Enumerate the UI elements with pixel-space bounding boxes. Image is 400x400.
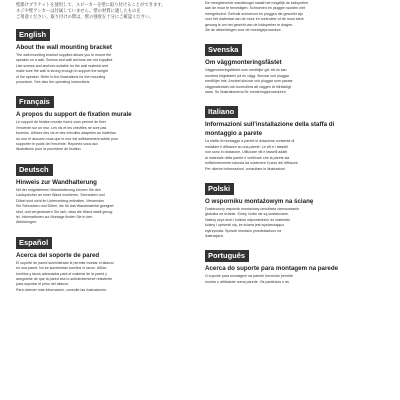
language-label: Polski xyxy=(205,183,234,195)
section-polski xyxy=(205,178,386,239)
japanese-intro xyxy=(16,0,197,20)
body-line: Mit der mitgelieferten Wandhalterung können Sie den xyxy=(16,187,101,192)
body-line: medföljer inte. Använd skruvar och pluggar som passar xyxy=(205,79,293,84)
section-title: O wsporniku montażowym na ścianę xyxy=(205,197,314,205)
section-portugues xyxy=(205,245,386,285)
body-line: ist. Informationen zur Montage finden Sie in den xyxy=(16,214,93,219)
body-line: du mur et assurez-vous que le mur est suffisamment solide pour xyxy=(16,136,119,141)
body-line: The wall mounting bracket supplied allows you to mount the xyxy=(16,53,112,57)
body-line: Väggmonteringsfästet som medföljer gör att du kan xyxy=(205,68,287,73)
section-title: Hinweis zur Wandhalterung xyxy=(16,178,97,186)
body-line: sufficientemente robusta da sostenere il peso del diffusore. xyxy=(205,161,299,166)
body-line: para soportar el peso del altavoz. xyxy=(16,282,70,287)
body-line: El soporte de pared suministrado le permite montar el altavoz xyxy=(16,260,114,265)
body-line: wytrzymała. Sposób montażu przedstawiono na xyxy=(205,228,282,233)
body-line: Dostarczony wspornik montażowy umożliwia zamocowanie xyxy=(205,206,300,211)
language-label: English xyxy=(16,29,50,41)
body-line: Sie Schrauben und Dübel, die für das Wandmaterial geeignet xyxy=(16,204,114,209)
body-line: Należy użyć śrub i kołków odpowiednich do materiału xyxy=(205,217,290,222)
body-line: installare il diffusore su una parete. Le viti e i tasselli xyxy=(205,144,288,149)
body-line: ściany i upewnić się, że ściana jest wystarczająco xyxy=(205,223,285,228)
body-line: Lautsprecher an einer Wand montieren. Schrauben und xyxy=(16,193,105,198)
body-line: tornillos y tacos adecuados para el material de la pared y xyxy=(16,271,107,276)
language-label: Português xyxy=(205,250,249,262)
body-line: voor het materiaal van de muur en controleer of de muur sterk xyxy=(205,17,304,22)
body-line: non sono in dotazione. Utilizzare viti e tasselli adatti xyxy=(205,150,288,155)
section-svenska xyxy=(205,39,386,95)
japanese-intro-line: ご用意ください。取り付けの際は、壁の強度を十分にご確認ください。 xyxy=(16,14,154,19)
language-label: Deutsch xyxy=(16,164,53,176)
section-title: A propos du support de fixation murale xyxy=(16,111,132,119)
body-line: supporter le poids de l’enceinte. Reportez-vous aux xyxy=(16,142,98,147)
body-line: Per ulteriori informazioni, consultare le illustrazioni. xyxy=(205,166,286,171)
body-line: speaker on a wall. Screws and wall anchors are not supplied. xyxy=(16,58,114,63)
body-line: of the speaker. Refer to the illustrations for the mounting xyxy=(16,74,106,79)
body-line: en una pared. No se suministran tornillos ni tacos. Utilice xyxy=(16,266,107,271)
section-deutsch xyxy=(16,159,197,226)
language-label: Svenska xyxy=(205,44,242,56)
body-line: fournies. Utilisez des vis et des chevilles adaptées au matériau xyxy=(16,131,116,136)
left-column xyxy=(16,0,197,299)
body-line: genoeg is om het gewicht van de luidspreker te dragen. xyxy=(205,22,294,27)
body-line: Zie de afbeeldingen voor de montageprocedure. xyxy=(205,28,282,33)
section-title: Acerca do suporte para montagem na parede xyxy=(205,265,339,273)
body-line: ilustracjach. xyxy=(205,233,224,238)
body-line: montar o altifalante numa parede. Os parafusos e as xyxy=(205,279,289,284)
body-line: aan de muur te bevestigen. Schroeven en pluggen worden niet xyxy=(205,6,306,11)
body-line: l’enceinte sur un mur. Les vis et les chevilles ne sont pas xyxy=(16,125,107,130)
body-line: La staffa di montaggio a parete in dotazione consente di xyxy=(205,139,295,144)
body-line: Le support de fixation murale fourni vous permet de fixer xyxy=(16,120,106,125)
body-line: meegeleverd. Gebruik schroeven en pluggen die geschikt zijn xyxy=(205,11,304,16)
language-label: Español xyxy=(16,237,52,249)
japanese-intro-line: ネジや壁アンカーは付属していません。壁の材質に適したものを xyxy=(16,8,141,13)
section-english xyxy=(16,24,197,85)
section-title: Informazioni sull’installazione della staffa di xyxy=(205,121,335,129)
section-nederlands-continued xyxy=(205,0,386,33)
section-espanol xyxy=(16,232,197,293)
section-italiano xyxy=(205,101,386,171)
body-line: De meegeleverde wandbeugel maakt het mogelijk de luidspreker xyxy=(205,1,309,5)
body-line: Abbildungen. xyxy=(16,220,37,225)
body-line: Dübel sind nicht im Lieferumfang enthalten. Verwenden xyxy=(16,198,105,203)
body-line: sind, und vergewissern Sie sich, dass die Wand stabil genug xyxy=(16,209,113,214)
body-line: procedure. See also the operating instructions. xyxy=(16,80,91,85)
japanese-intro-line: 壁掛けブラケットを使用して、スピーカーを壁に取り付けることができます。 xyxy=(16,2,166,7)
section-francais xyxy=(16,91,197,152)
language-label: Français xyxy=(16,96,54,108)
section-title-line-2: montaggio a parete xyxy=(205,130,263,138)
body-line: Use screws and anchors suitable for the wall material and xyxy=(16,63,108,68)
body-line: al materiale della parete e verificare che la parete sia xyxy=(205,155,290,160)
body-line: montera högtalaren på en vägg. Skruvar och pluggar xyxy=(205,73,290,78)
body-line: make sure the wall is strong enough to support the weight xyxy=(16,69,108,74)
section-title: Om väggmonteringsfästet xyxy=(205,59,282,67)
right-column xyxy=(205,0,386,291)
section-title: Acerca del soporte de pared xyxy=(16,251,100,259)
body-line: asegúrese de que la pared sea lo suficientemente resistente xyxy=(16,276,113,281)
language-label: Italiano xyxy=(205,106,238,118)
body-line: illustrations pour la procédure de fixation. xyxy=(16,147,82,152)
body-line: O suporte para montagem na parede fornecido permite xyxy=(205,274,293,279)
body-line: głośnika na ścianie. Śruby i kołki nie są dostarczane. xyxy=(205,212,289,217)
section-title: About the wall mounting bracket xyxy=(16,44,112,51)
body-line: stark. Se illustrationerna för monteringsproceduren. xyxy=(205,90,287,95)
body-line: väggmaterialet och kontrollera att väggen är tillräckligt xyxy=(205,84,291,89)
body-line: Para obtener más información, consulte las ilustraciones. xyxy=(16,287,108,292)
